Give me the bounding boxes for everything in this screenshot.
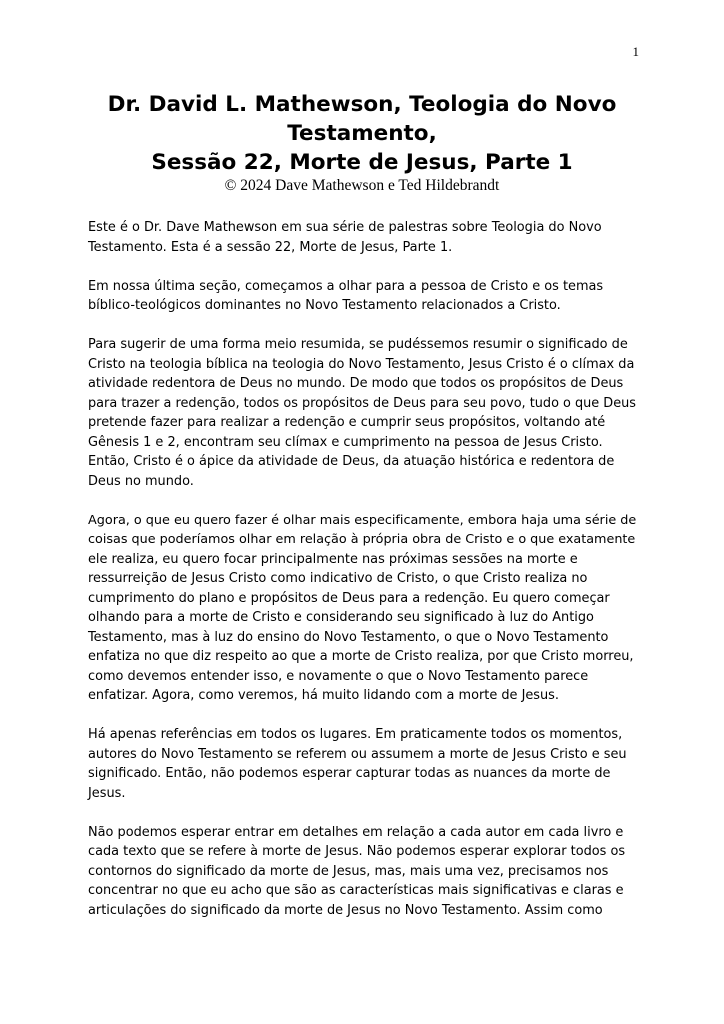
title-block [88, 90, 636, 195]
text-line: Testamento, mas à luz do ensino do Novo Testamento, o que o Novo Testamento [88, 629, 609, 645]
text-line: Cristo na teologia bíblica na teologia do Novo Testamento, Jesus Cristo é o clímax da [88, 356, 635, 372]
text-line: cada texto que se refere à morte de Jesus. Não podemos esperar explorar todos os [88, 844, 626, 859]
text-line: concentrar no que eu acho que são as características mais significativas e claras e [88, 883, 624, 898]
text-line: coisas que poderíamos olhar em relação à própria obra de Cristo e o que exatamente [88, 532, 636, 547]
text-line: significado. Então, não podemos esperar capturar todas as nuances da morte de [88, 766, 611, 781]
text-line: bíblico-teológicos dominantes no Novo Testamento relacionados a Cristo. [88, 298, 561, 313]
text-line: ressurreição de Jesus Cristo como indicativo de Cristo, o que Cristo realiza no [88, 571, 588, 586]
paragraph [88, 725, 636, 803]
text-line: Jesus. [88, 785, 126, 801]
paragraph [88, 511, 636, 706]
title-line-3: Sessão 22, Morte de Jesus, Parte 1 [151, 150, 573, 175]
text-line: Então, Cristo é o ápice da atividade de Deus, da atuação histórica e redentora de [88, 454, 615, 469]
body-text [88, 218, 636, 940]
text-line: Não podemos esperar entrar em detalhes em relação a cada autor em cada livro e [88, 824, 624, 840]
page-number: 1 [632, 44, 639, 59]
text-line: Deus no mundo. [88, 473, 194, 489]
paragraph [88, 335, 636, 491]
text-line: olhando para a morte de Cristo e considerando seu significado à luz do Antigo [88, 610, 594, 625]
text-line: cumprimento do plano e propósitos de Deus para a redenção. Eu quero começar [88, 590, 610, 606]
text-line: Testamento. Esta é a sessão 22, Morte de Jesus, Parte 1. [88, 239, 453, 255]
title-line-2: Testamento, [287, 121, 437, 146]
text-line: autores do Novo Testamento se referem ou assumem a morte de Jesus Cristo e seu [88, 746, 627, 762]
title-line-1: Dr. David L. Mathewson, Teologia do Novo [107, 92, 617, 117]
text-line: enfatizar. Agora, como veremos, há muito lidando com a morte de Jesus. [88, 688, 559, 703]
text-line: atividade redentora de Deus no mundo. De modo que todos os propósitos de Deus [88, 376, 624, 391]
paragraph [88, 277, 636, 316]
text-line: Agora, o que eu quero fazer é olhar mais especificamente, embora haja uma série de [88, 512, 637, 528]
text-line: contornos do significado da morte de Jesus, mas, mais uma vez, precisamos nos [88, 863, 609, 879]
text-line: enfatiza no que diz respeito ao que a morte de Cristo realiza, por que Cristo morreu, [88, 649, 634, 664]
text-line: Este é o Dr. Dave Mathewson em sua série de palestras sobre Teologia do Novo [88, 220, 602, 235]
text-line: ele realiza, eu quero focar principalmente nas próximas sessões na morte e [88, 551, 578, 567]
text-line: Para sugerir de uma forma meio resumida, se pudéssemos resumir o significado de [88, 337, 628, 352]
text-line: Gênesis 1 e 2, encontram seu clímax e cumprimento na pessoa de Jesus Cristo. [88, 434, 603, 450]
paragraph [88, 823, 636, 921]
text-line: como devemos entender isso, e novamente o que o Novo Testamento parece [88, 668, 589, 684]
paragraph [88, 218, 636, 257]
text-line: para trazer a redenção, todos os propósitos de Deus para seu povo, tudo o que Deus [88, 395, 636, 411]
copyright-notice: © 2024 Dave Mathewson e Ted Hildebrandt [224, 177, 500, 194]
text-line: pretende fazer para realizar a redenção e cumprir seus propósitos, voltando até [88, 415, 606, 430]
text-line: Há apenas referências em todos os lugares. Em praticamente todos os momentos, [88, 727, 623, 742]
text-line: Em nossa última seção, começamos a olhar para a pessoa de Cristo e os temas [88, 278, 604, 294]
text-line: articulações do significado da morte de Jesus no Novo Testamento. Assim como [88, 902, 603, 918]
